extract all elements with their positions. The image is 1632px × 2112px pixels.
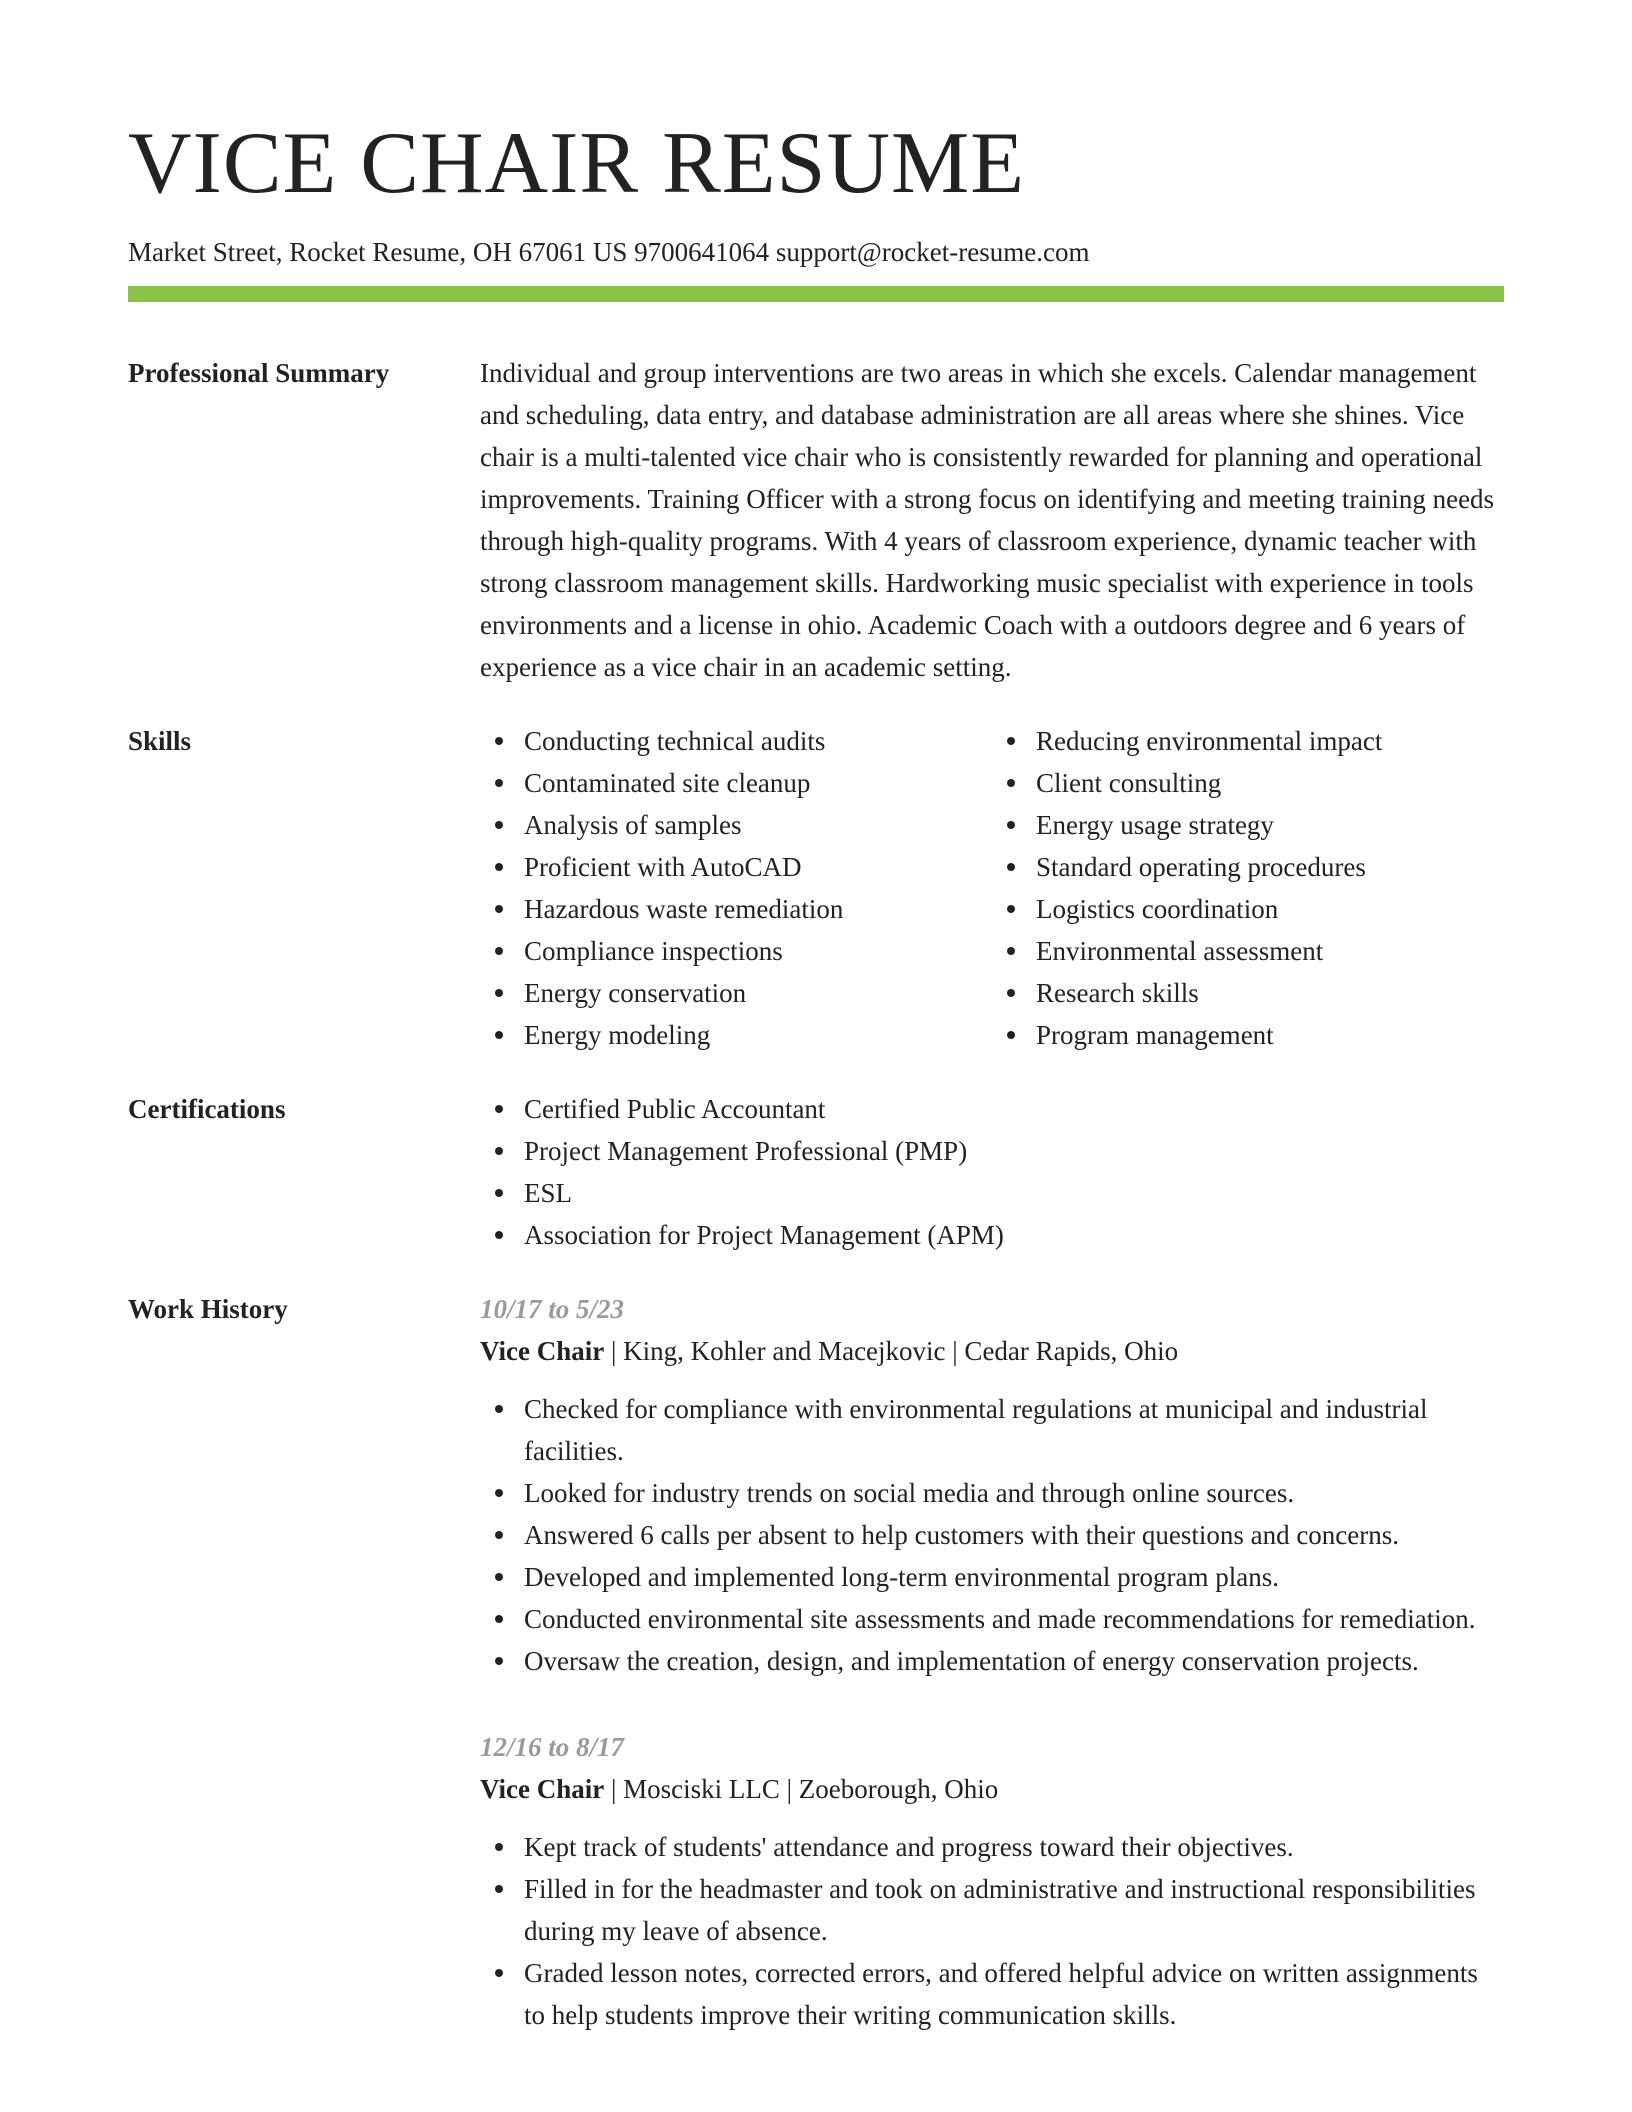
skill-item: Compliance inspections xyxy=(480,930,992,972)
job-title: Vice Chair xyxy=(480,1774,605,1805)
work-history-section xyxy=(128,1288,1504,2080)
job-bullets xyxy=(480,1388,1504,1682)
contact-line: Market Street, Rocket Resume, OH 67061 US 9700641064 support@rocket-resume.com xyxy=(128,237,1090,267)
skill-item: Energy conservation xyxy=(480,972,992,1014)
job-bullet: Filled in for the headmaster and took on administrative and instructional responsibilities during my leave of absence. xyxy=(480,1868,1504,1952)
job-bullet: Developed and implemented long-term environmental program plans. xyxy=(480,1556,1504,1598)
skill-item: Standard operating procedures xyxy=(992,846,1504,888)
skill-item: Conducting technical audits xyxy=(480,720,992,762)
skill-item: Proficient with AutoCAD xyxy=(480,846,992,888)
skill-item: Client consulting xyxy=(992,762,1504,804)
job-entry xyxy=(480,1288,1504,1682)
skills-section xyxy=(128,720,1504,1056)
job-bullet: Checked for compliance with environmental regulations at municipal and industrial facilities. xyxy=(480,1388,1504,1472)
skill-item: Environmental assessment xyxy=(992,930,1504,972)
job-dates: 12/16 to 8/17 xyxy=(480,1732,625,1763)
resume-title: VICE CHAIR RESUME xyxy=(128,115,1026,212)
skills-columns xyxy=(480,720,1504,1056)
job-bullet: Answered 6 calls per absent to help customers with their questions and concerns. xyxy=(480,1514,1504,1556)
job-bullet: Kept track of students' attendance and progress toward their objectives. xyxy=(480,1826,1504,1868)
skill-item: Program management xyxy=(992,1014,1504,1056)
job-bullet: Oversaw the creation, design, and implementation of energy conservation projects. xyxy=(480,1640,1504,1682)
summary-section xyxy=(128,352,1504,688)
job-bullet: Graded lesson notes, corrected errors, and offered helpful advice on written assignments to help students improve their writing communication skills. xyxy=(480,1952,1504,2036)
skills-list-right xyxy=(992,720,1504,1056)
job-title: Vice Chair xyxy=(480,1336,605,1367)
skill-item: Energy usage strategy xyxy=(992,804,1504,846)
skill-item: Analysis of samples xyxy=(480,804,992,846)
section-heading: Work History xyxy=(128,1294,288,1325)
skill-item: Energy modeling xyxy=(480,1014,992,1056)
certification-item: Project Management Professional (PMP) xyxy=(480,1130,1504,1172)
skill-item: Hazardous waste remediation xyxy=(480,888,992,930)
certifications-section xyxy=(128,1088,1504,1256)
job-details: | King, Kohler and Macejkovic | Cedar Rapids, Ohio xyxy=(604,1336,1179,1367)
skill-item: Contaminated site cleanup xyxy=(480,762,992,804)
section-heading: Professional Summary xyxy=(128,358,390,389)
job-entry xyxy=(480,1726,1504,2036)
job-details: | Mosciski LLC | Zoeborough, Ohio xyxy=(604,1774,999,1805)
summary-text: Individual and group interventions are two areas in which she excels. Calendar management and scheduling, data entry, and database administration are all areas where she shines. Vice chair is a multi-talented vice chair who is consistently rewarded for planning and operational improvements. Training Officer with a strong focus on identifying and meeting training needs through high-quality programs. With 4 years of classroom experience, dynamic teacher with strong classroom management skills. Hardworking music specialist with experience in tools environments and a license in ohio. Academic Coach with a outdoors degree and 6 years of experience as a vice chair in an academic setting. xyxy=(480,358,1495,683)
section-heading: Certifications xyxy=(128,1094,286,1125)
certification-item: ESL xyxy=(480,1172,1504,1214)
skill-item: Logistics coordination xyxy=(992,888,1504,930)
skill-item: Reducing environmental impact xyxy=(992,720,1504,762)
section-heading: Skills xyxy=(128,726,192,757)
job-bullet: Looked for industry trends on social media and through online sources. xyxy=(480,1472,1504,1514)
accent-divider xyxy=(128,286,1504,302)
certifications-list xyxy=(480,1088,1504,1256)
job-header xyxy=(480,1768,1504,1810)
job-dates: 10/17 to 5/23 xyxy=(480,1294,625,1325)
skills-list-left xyxy=(480,720,992,1056)
skill-item: Research skills xyxy=(992,972,1504,1014)
job-header xyxy=(480,1330,1504,1372)
job-bullet: Conducted environmental site assessments and made recommendations for remediation. xyxy=(480,1598,1504,1640)
certification-item: Certified Public Accountant xyxy=(480,1088,1504,1130)
certification-item: Association for Project Management (APM) xyxy=(480,1214,1504,1256)
job-bullets xyxy=(480,1826,1504,2036)
